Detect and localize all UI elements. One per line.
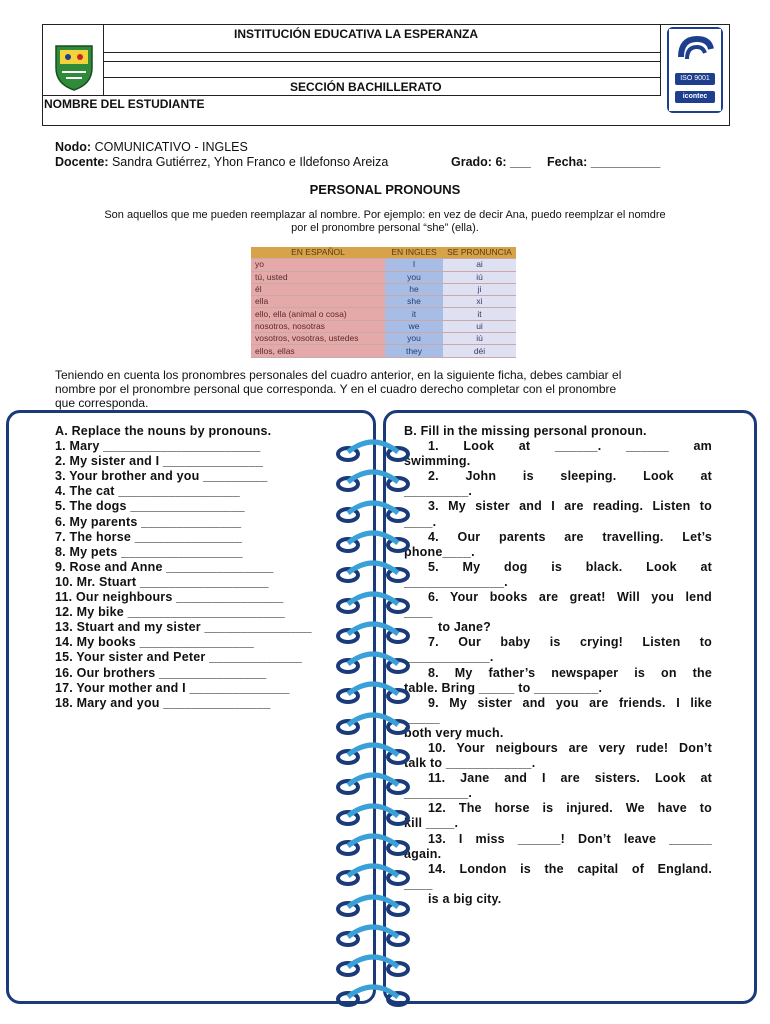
exercise-b-line: 1. Look at ______. ______ am bbox=[428, 439, 712, 454]
exercise-a-item: 6. My parents ______________ bbox=[55, 514, 242, 529]
section-name: SECCIÓN BACHILLERATO bbox=[290, 80, 442, 94]
cell-english: you bbox=[385, 333, 443, 345]
cell-spanish: vosotros, vosotras, ustedes bbox=[251, 333, 385, 345]
exercise-b-line: ____ bbox=[404, 605, 433, 620]
table-row bbox=[251, 296, 516, 308]
exercise-a-item: 17. Your mother and I ______________ bbox=[55, 680, 290, 695]
cell-english: he bbox=[385, 283, 443, 295]
cell-english: it bbox=[385, 308, 443, 320]
docente-value: Sandra Gutiérrez, Yhon Franco e Ildefonso Areiza bbox=[111, 155, 389, 169]
header-pronunciation: SE PRONUNCIA bbox=[443, 247, 516, 259]
exercise-a-item: 11. Our neighbours _______________ bbox=[55, 590, 284, 605]
exercise-b-line: 4. Our parents are travelling. Let’s bbox=[428, 529, 712, 544]
nodo-label: Nodo: bbox=[55, 140, 92, 154]
exercise-a-item: 9. Rose and Anne _______________ bbox=[55, 559, 274, 574]
exercise-b-line: ______________. bbox=[404, 574, 508, 589]
exercise-b-line: ____________. bbox=[404, 650, 494, 665]
spiral-ring-icon bbox=[335, 953, 411, 979]
cell-pronunciation: ji bbox=[443, 283, 516, 295]
spiral-ring-icon bbox=[335, 802, 411, 828]
exercise-a-item: 10. Mr. Stuart __________________ bbox=[55, 574, 269, 589]
cell-spanish: nosotros, nosotras bbox=[251, 320, 385, 332]
table-row bbox=[251, 345, 516, 357]
exercise-b-title: B. Fill in the missing personal pronoun. bbox=[404, 424, 647, 438]
cell-english: she bbox=[385, 296, 443, 308]
exercise-b-line: to Jane? bbox=[438, 620, 491, 635]
exercise-b-line: 6. Your books are great! Will you lend bbox=[428, 590, 712, 605]
spiral-ring-icon bbox=[335, 983, 411, 1009]
exercise-b-line: again. bbox=[404, 846, 442, 861]
cell-english: you bbox=[385, 271, 443, 283]
exercise-a-item: 12. My bike ______________________ bbox=[55, 605, 285, 620]
spiral-ring-icon bbox=[335, 650, 411, 676]
exercise-b-line: talk to ____________. bbox=[404, 756, 536, 771]
exercise-b-line: 10. Your neigbours are very rude! Don’t bbox=[428, 740, 712, 755]
exercise-b-line: _________. bbox=[404, 786, 473, 801]
exercise-b-line: ____. bbox=[404, 514, 437, 529]
spiral-ring-icon bbox=[335, 680, 411, 706]
exercise-b bbox=[404, 424, 712, 907]
table-row bbox=[251, 271, 516, 283]
exercise-a-item: 1. Mary ______________________ bbox=[55, 439, 261, 454]
exercise-a-item: 8. My pets _________________ bbox=[55, 544, 243, 559]
pronoun-table bbox=[251, 247, 516, 358]
school-name: INSTITUCIÓN EDUCATIVA LA ESPERANZA bbox=[234, 27, 479, 41]
cell-english: they bbox=[385, 345, 443, 357]
exercise-a-item: 13. Stuart and my sister _______________ bbox=[55, 620, 312, 635]
exercise-b-line: 12. The horse is injured. We have to bbox=[428, 801, 712, 816]
cell-pronunciation: it bbox=[443, 308, 516, 320]
exercise-b-line: both very much. bbox=[404, 725, 504, 740]
exercise-b-line: ____ bbox=[404, 876, 433, 891]
header-english: EN INGLES bbox=[385, 247, 443, 259]
school-crest-logo bbox=[52, 42, 96, 92]
exercise-b-line: phone____. bbox=[404, 544, 475, 559]
cell-english: we bbox=[385, 320, 443, 332]
exercise-b-line: table. Bring _____ to _________. bbox=[404, 680, 603, 695]
cell-pronunciation: iú bbox=[443, 271, 516, 283]
docente-line bbox=[55, 155, 388, 169]
exercise-a-item: 3. Your brother and you _________ bbox=[55, 469, 268, 484]
exercise-b-line: swimming. bbox=[404, 454, 471, 469]
exercise-a-item: 7. The horse _______________ bbox=[55, 529, 242, 544]
cell-spanish: ella bbox=[251, 296, 385, 308]
table-row bbox=[251, 333, 516, 345]
spiral-ring-icon bbox=[335, 832, 411, 858]
cell-pronunciation: ai bbox=[443, 259, 516, 271]
nodo-line bbox=[55, 140, 248, 154]
exercise-a-item: 5. The dogs ________________ bbox=[55, 499, 245, 514]
exercise-a bbox=[55, 424, 312, 711]
cell-pronunciation: déi bbox=[443, 345, 516, 357]
spiral-ring-icon bbox=[335, 893, 411, 919]
table-row bbox=[251, 283, 516, 295]
table-row bbox=[251, 259, 516, 271]
instructions-line-3: que corresponda. bbox=[55, 396, 149, 410]
spiral-ring-icon bbox=[335, 499, 411, 525]
spiral-ring-icon bbox=[335, 771, 411, 797]
cell-english: I bbox=[385, 259, 443, 271]
exercise-b-line: _________. bbox=[404, 484, 473, 499]
spiral-ring-icon bbox=[335, 590, 411, 616]
exercise-a-item: 15. Your sister and Peter _____________ bbox=[55, 650, 303, 665]
exercise-b-line: 3. My sister and I are reading. Listen to bbox=[428, 499, 712, 514]
exercise-b-line: 5. My dog is black. Look at bbox=[428, 559, 712, 574]
cell-spanish: tú, usted bbox=[251, 271, 385, 283]
cell-pronunciation: xi bbox=[443, 296, 516, 308]
exercise-a-item: 16. Our brothers _______________ bbox=[55, 665, 267, 680]
exercise-b-line: 14. London is the capital of England. bbox=[428, 861, 712, 876]
exercise-a-item: 4. The cat _________________ bbox=[55, 484, 240, 499]
exercise-b-line: 9. My sister and you are friends. I like bbox=[428, 695, 712, 710]
spiral-ring-icon bbox=[335, 923, 411, 949]
spiral-ring-icon bbox=[335, 862, 411, 888]
pronoun-table-header bbox=[251, 247, 516, 259]
cell-pronunciation: ui bbox=[443, 320, 516, 332]
docente-label: Docente: bbox=[55, 155, 109, 169]
exercise-b-line: 11. Jane and I are sisters. Look at bbox=[428, 771, 712, 786]
student-name-label: NOMBRE DEL ESTUDIANTE bbox=[44, 97, 205, 111]
cell-pronunciation: iú bbox=[443, 333, 516, 345]
exercise-b-line: 7. Our baby is crying! Listen to bbox=[428, 635, 712, 650]
cell-spanish: yo bbox=[251, 259, 385, 271]
table-row bbox=[251, 320, 516, 332]
spiral-ring-icon bbox=[335, 468, 411, 494]
spiral-ring-icon bbox=[335, 529, 411, 555]
exercise-b-line: 2. John is sleeping. Look at bbox=[428, 469, 712, 484]
table-row bbox=[251, 308, 516, 320]
spiral-ring-icon bbox=[335, 741, 411, 767]
cell-spanish: ellos, ellas bbox=[251, 345, 385, 357]
spiral-ring-icon bbox=[335, 711, 411, 737]
exercise-a-title: A. Replace the nouns by pronouns. bbox=[55, 424, 272, 438]
exercise-b-line: _____ bbox=[404, 710, 440, 725]
cell-spanish: ello, ella (animal o cosa) bbox=[251, 308, 385, 320]
nodo-value: COMUNICATIVO - INGLES bbox=[94, 140, 248, 154]
header-spanish: EN ESPAÑOL bbox=[251, 247, 385, 259]
fecha-field: Fecha: __________ bbox=[547, 155, 661, 169]
exercise-b-line: kill ____. bbox=[404, 816, 459, 831]
page-title: PERSONAL PRONOUNS bbox=[309, 182, 461, 197]
cell-spanish: él bbox=[251, 283, 385, 295]
grado-field: Grado: 6: ___ bbox=[451, 155, 531, 169]
icontec-label: icontec bbox=[682, 93, 708, 100]
spiral-ring-icon bbox=[335, 620, 411, 646]
exercise-a-item: 2. My sister and I ______________ bbox=[55, 454, 264, 469]
spiral-ring-icon bbox=[335, 559, 411, 585]
instructions-line-1: Teniendo en cuenta los pronombres personales del cuadro anterior, en la siguiente ficha, debes cambiar el bbox=[55, 368, 622, 382]
exercise-b-line: 8. My father’s newspaper is on the bbox=[428, 665, 712, 680]
iso-label: ISO 9001 bbox=[680, 75, 710, 82]
exercise-b-line: is a big city. bbox=[428, 891, 502, 906]
exercise-a-item: 14. My books ________________ bbox=[55, 635, 255, 650]
intro-line-2: por el pronombre personal “she” (ella). bbox=[291, 222, 479, 234]
exercise-a-item: 18. Mary and you _______________ bbox=[55, 695, 271, 710]
intro-line-1: Son aquellos que me pueden reemplazar al nombre. Por ejemplo: en vez de decir Ana, puedo reemplzar el nomdre bbox=[104, 209, 666, 221]
spiral-ring-icon bbox=[335, 438, 411, 464]
exercise-b-line: 13. I miss ______! Don’t leave ______ bbox=[428, 831, 712, 846]
icontec-certification-logo bbox=[667, 27, 723, 113]
instructions-line-2: nombre por el pronombre personal que corresponda. Y en el cuadro derecho completar con el pronombre bbox=[55, 382, 617, 396]
